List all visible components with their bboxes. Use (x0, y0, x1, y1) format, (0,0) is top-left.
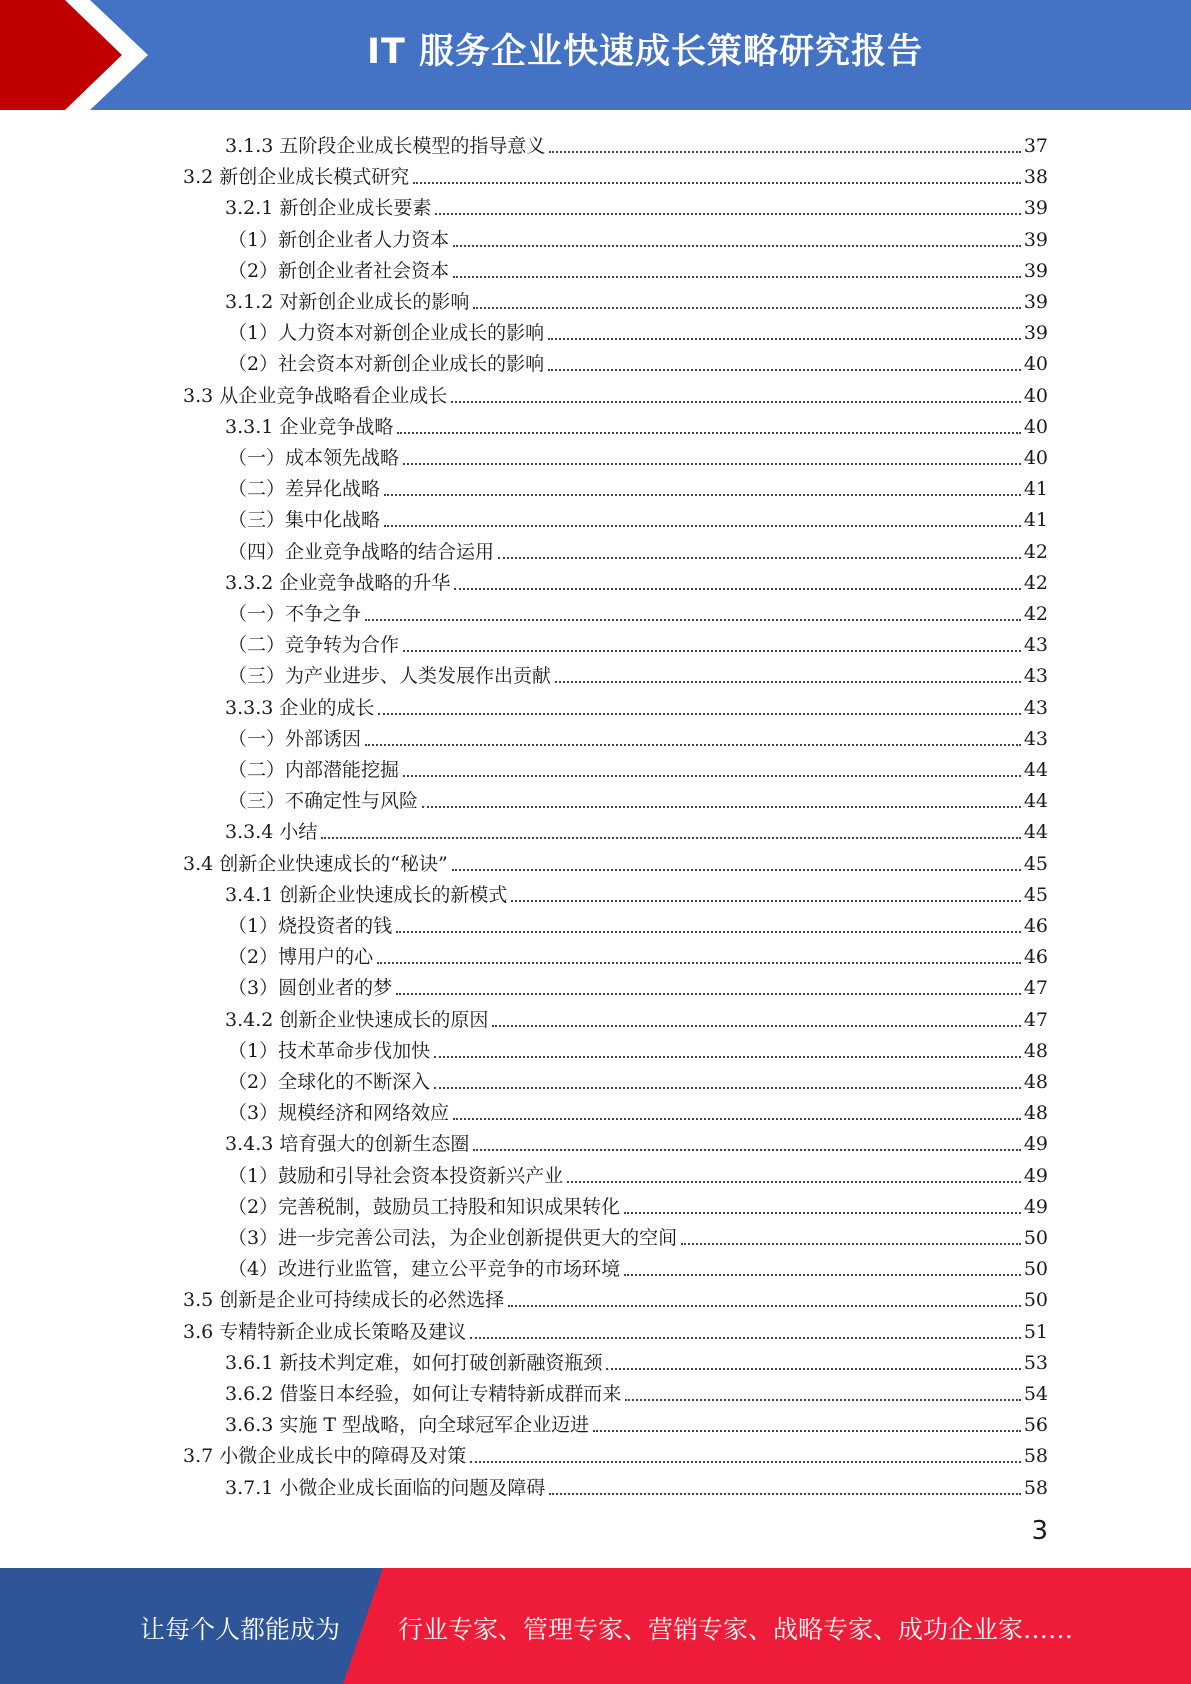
toc-dot-leader (567, 1181, 1021, 1183)
toc-entry-page: 37 (1023, 135, 1048, 157)
toc-entry[interactable] (228, 1033, 1048, 1064)
toc-dot-leader (384, 494, 1021, 496)
toc-entry[interactable] (225, 1407, 1048, 1438)
toc-entry[interactable] (228, 1189, 1048, 1220)
toc-entry[interactable] (183, 159, 1048, 190)
toc-entry-page: 42 (1023, 603, 1048, 625)
toc-entry-page: 58 (1023, 1476, 1048, 1499)
toc-entry-label: 3.4.1 创新企业快速成长的新模式 (225, 883, 508, 906)
toc-dot-leader (492, 1025, 1020, 1027)
toc-entry[interactable] (228, 253, 1048, 284)
toc-entry[interactable] (225, 1345, 1048, 1376)
toc-entry-label: （1）技术革命步伐加快 (228, 1039, 431, 1062)
page-footer (0, 1568, 1191, 1684)
toc-dot-leader (625, 1399, 1020, 1401)
toc-entry[interactable] (228, 346, 1048, 377)
toc-dot-leader (453, 276, 1021, 278)
toc-entry[interactable] (225, 284, 1048, 315)
toc-entry-label: （三）不确定性与风险 (228, 790, 419, 813)
footer-slogan: 让每个人都能成为 (140, 1615, 341, 1644)
toc-dot-leader (413, 182, 1021, 184)
toc-entry-label: （1）人力资本对新创企业成长的影响 (228, 322, 545, 345)
toc-entry-label: 3.7 小微企业成长中的障碍及对策 (183, 1445, 467, 1468)
toc-entry-page: 39 (1023, 291, 1048, 313)
toc-dot-leader (549, 1493, 1020, 1495)
toc-dot-leader (397, 432, 1020, 434)
toc-entry[interactable] (225, 409, 1048, 440)
toc-entry-label: 3.4.2 创新企业快速成长的原因 (225, 1008, 489, 1031)
toc-entry-label: （1）新创企业者人力资本 (228, 228, 450, 251)
toc-dot-leader (365, 744, 1021, 746)
toc-entry-label: 3.3.4 小结 (225, 821, 318, 844)
toc-entry-page: 45 (1023, 852, 1048, 875)
toc-entry-page: 50 (1023, 1289, 1048, 1312)
toc-dot-leader (378, 713, 1020, 715)
toc-entry-page: 43 (1023, 665, 1048, 688)
toc-dot-leader (473, 307, 1020, 309)
toc-entry-page: 48 (1023, 1102, 1048, 1125)
toc-entry-label: （1）鼓励和引导社会资本投资新兴产业 (228, 1164, 564, 1187)
toc-entry[interactable] (225, 190, 1048, 221)
toc-entry-page: 45 (1023, 883, 1048, 906)
toc-entry-page: 43 (1023, 696, 1048, 719)
toc-entry[interactable] (225, 128, 1048, 159)
toc-entry[interactable] (183, 378, 1048, 409)
toc-entry-label: 3.6 专精特新企业成长策略及建议 (183, 1320, 467, 1343)
toc-entry[interactable] (228, 939, 1048, 970)
toc-entry-page: 44 (1023, 759, 1048, 781)
toc-entry-label: （四）企业竞争战略的结合运用 (228, 540, 495, 563)
toc-entry[interactable] (225, 1002, 1048, 1033)
toc-dot-leader (454, 588, 1020, 590)
toc-entry-label: 3.4 创新企业快速成长的“秘诀” (183, 852, 448, 875)
toc-dot-leader (624, 1274, 1021, 1276)
toc-entry-page: 44 (1023, 821, 1048, 844)
report-title: IT 服务企业快速成长策略研究报告 (366, 32, 924, 72)
toc-entry[interactable] (228, 752, 1048, 783)
toc-entry-label: （3）进一步完善公司法，为企业创新提供更大的空间 (228, 1227, 678, 1249)
toc-dot-leader (498, 557, 1021, 559)
toc-dot-leader (451, 401, 1021, 403)
toc-entry-page: 46 (1023, 946, 1048, 969)
toc-entry-page: 44 (1023, 790, 1048, 813)
toc-entry-page: 54 (1023, 1383, 1048, 1405)
toc-entry[interactable] (225, 877, 1048, 908)
toc-dot-leader (606, 1368, 1020, 1370)
toc-entry-page: 46 (1023, 915, 1048, 937)
toc-dot-leader (452, 869, 1021, 871)
toc-entry[interactable] (183, 1314, 1048, 1345)
toc-entry-page: 40 (1023, 447, 1048, 469)
toc-entry[interactable] (228, 1220, 1048, 1251)
toc-entry[interactable] (228, 783, 1048, 814)
toc-entry-page: 53 (1023, 1351, 1048, 1374)
toc-entry-page: 49 (1023, 1133, 1048, 1156)
toc-entry-page: 39 (1023, 322, 1048, 345)
toc-entry[interactable] (228, 970, 1048, 1001)
toc-entry-page: 42 (1023, 540, 1048, 563)
toc-entry-label: 3.6.3 实施 T 型战略，向全球冠军企业迈进 (225, 1414, 590, 1437)
toc-entry-page: 38 (1023, 166, 1048, 189)
toc-entry-page: 40 (1023, 384, 1048, 407)
toc-entry-page: 41 (1023, 478, 1048, 501)
toc-entry-label: 3.2.1 新创企业成长要素 (225, 197, 432, 220)
toc-entry[interactable] (228, 534, 1048, 565)
toc-entry-page: 50 (1023, 1258, 1048, 1281)
toc-entry-label: 3.1.3 五阶段企业成长模型的指导意义 (225, 135, 546, 157)
toc-entry-page: 58 (1023, 1445, 1048, 1468)
toc-entry-page: 47 (1023, 1008, 1048, 1031)
toc-dot-leader (473, 1149, 1020, 1151)
toc-entry-page: 41 (1023, 509, 1048, 532)
toc-entry[interactable] (183, 1438, 1048, 1469)
toc-dot-leader (384, 525, 1021, 527)
toc-entry-page: 39 (1023, 259, 1048, 282)
toc-dot-leader (422, 806, 1021, 808)
toc-entry[interactable] (228, 721, 1048, 752)
toc-entry-label: （2）社会资本对新创企业成长的影响 (228, 353, 545, 376)
toc-entry-page: 40 (1023, 353, 1048, 376)
toc-entry[interactable] (228, 315, 1048, 346)
toc-dot-leader (470, 1461, 1021, 1463)
toc-entry-label: （2）完善税制，鼓励员工持股和知识成果转化 (228, 1195, 621, 1218)
toc-entry[interactable] (228, 222, 1048, 253)
toc-dot-leader (403, 650, 1021, 652)
toc-entry-page: 43 (1023, 634, 1048, 657)
toc-entry[interactable] (228, 658, 1048, 689)
toc-entry-label: 3.7.1 小微企业成长面临的问题及障碍 (225, 1476, 546, 1499)
toc-entry-page: 48 (1023, 1071, 1048, 1093)
toc-entry-label: 3.5 创新是企业可持续成长的必然选择 (183, 1289, 505, 1312)
toc-entry[interactable] (228, 1095, 1048, 1126)
toc-entry-page: 49 (1023, 1164, 1048, 1187)
toc-dot-leader (377, 962, 1021, 964)
toc-entry-label: 3.4.3 培育强大的创新生态圈 (225, 1133, 470, 1156)
toc-dot-leader (555, 681, 1021, 683)
toc-entry-label: 3.6.1 新技术判定难，如何打破创新融资瓶颈 (225, 1351, 603, 1374)
toc-entry-page: 49 (1023, 1195, 1048, 1218)
toc-entry-page: 50 (1023, 1227, 1048, 1249)
toc-entry-label: 3.3 从企业竞争战略看企业成长 (183, 384, 448, 407)
toc-entry[interactable] (228, 471, 1048, 502)
toc-entry[interactable] (225, 565, 1048, 596)
toc-entry[interactable] (228, 908, 1048, 939)
toc-entry-label: （3）圆创业者的梦 (228, 977, 393, 1000)
page-number: 3 (1031, 1516, 1048, 1546)
toc-dot-leader (508, 1305, 1021, 1307)
toc-dot-leader (396, 993, 1021, 995)
toc-entry-label: （2）新创企业者社会资本 (228, 259, 450, 282)
page-header (0, 0, 1191, 110)
toc-entry-label: （三）为产业进步、人类发展作出贡献 (228, 665, 552, 688)
toc-entry[interactable] (225, 1470, 1048, 1501)
toc-entry-page: 48 (1023, 1039, 1048, 1062)
toc-dot-leader (321, 837, 1020, 839)
toc-dot-leader (511, 900, 1020, 902)
toc-entry-label: （3）规模经济和网络效应 (228, 1102, 450, 1125)
toc-entry-label: （三）集中化战略 (228, 509, 381, 532)
red-chevron-icon (0, 0, 160, 110)
toc-entry-label: 3.3.1 企业竞争战略 (225, 415, 394, 438)
toc-entry-label: 3.3.3 企业的成长 (225, 696, 375, 719)
toc-dot-leader (593, 1430, 1021, 1432)
toc-dot-leader (403, 775, 1021, 777)
toc-entry-page: 43 (1023, 727, 1048, 750)
toc-entry[interactable] (228, 1251, 1048, 1282)
toc-entry[interactable] (228, 1158, 1048, 1189)
toc-entry-label: 3.6.2 借鉴日本经验，如何让专精特新成群而来 (225, 1383, 622, 1405)
toc-dot-leader (453, 245, 1021, 247)
toc-entry-label: （2）全球化的不断深入 (228, 1071, 431, 1093)
toc-entry-page: 42 (1023, 571, 1048, 594)
toc-dot-leader (548, 338, 1021, 340)
toc-entry-label: （二）竞争转为合作 (228, 634, 400, 657)
toc-entry[interactable] (228, 627, 1048, 658)
toc-entry[interactable] (183, 1282, 1048, 1313)
toc-entry[interactable] (228, 1064, 1048, 1095)
toc-entry[interactable] (225, 1376, 1048, 1407)
toc-dot-leader (681, 1243, 1021, 1245)
toc-entry[interactable] (228, 440, 1048, 471)
toc-entry[interactable] (183, 846, 1048, 877)
toc-entry[interactable] (228, 502, 1048, 533)
toc-dot-leader (549, 151, 1020, 153)
toc-dot-leader (470, 1337, 1021, 1339)
footer-roles: 行业专家、管理专家、营销专家、战略专家、成功企业家…… (398, 1615, 1074, 1644)
toc-entry-page: 56 (1023, 1414, 1048, 1437)
toc-entry[interactable] (228, 596, 1048, 627)
toc-dot-leader (435, 213, 1020, 215)
toc-entry-label: （4）改进行业监管，建立公平竞争的市场环境 (228, 1258, 621, 1281)
toc-entry-page: 39 (1023, 228, 1048, 251)
toc-entry-label: （一）外部诱因 (228, 727, 362, 750)
toc-entry-label: （一）不争之争 (228, 603, 362, 625)
toc-entry-label: 3.2 新创企业成长模式研究 (183, 166, 410, 189)
toc-entry-label: （一）成本领先战略 (228, 447, 400, 469)
toc-dot-leader (403, 463, 1021, 465)
toc-dot-leader (396, 931, 1021, 933)
toc-dot-leader (548, 369, 1021, 371)
toc-entry-label: （二）差异化战略 (228, 478, 381, 501)
toc-entry-label: 3.1.2 对新创企业成长的影响 (225, 291, 470, 313)
toc-entry-page: 51 (1023, 1320, 1048, 1343)
toc-entry-label: （2）博用户的心 (228, 946, 374, 969)
toc-entry[interactable] (225, 814, 1048, 845)
toc-dot-leader (434, 1056, 1021, 1058)
toc-entry-page: 40 (1023, 415, 1048, 438)
toc-dot-leader (365, 619, 1021, 621)
toc-dot-leader (624, 1212, 1021, 1214)
toc-entry-label: （二）内部潜能挖掘 (228, 759, 400, 781)
toc-dot-leader (434, 1087, 1021, 1089)
toc-entry-label: 3.3.2 企业竞争战略的升华 (225, 571, 451, 594)
toc-entry-page: 47 (1023, 977, 1048, 1000)
toc-dot-leader (453, 1118, 1021, 1120)
toc-entry[interactable] (225, 1126, 1048, 1157)
toc-entry-label: （1）烧投资者的钱 (228, 915, 393, 937)
toc-entry-page: 39 (1023, 197, 1048, 220)
toc-entry[interactable] (225, 690, 1048, 721)
